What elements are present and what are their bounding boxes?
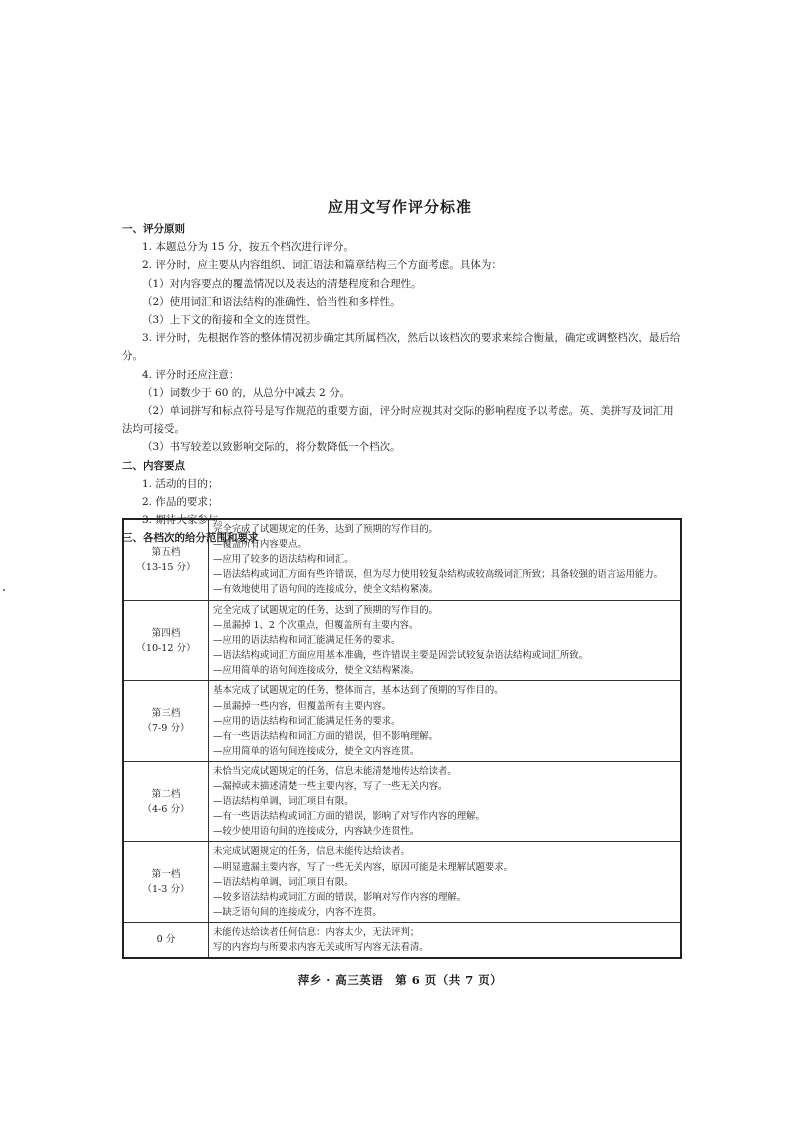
paragraph: （2）单词拼写和标点符号是写作规范的重要方面，评分时应视其对交际的影响程度予以考虑。英、美拼写及词汇用法均可接受。 bbox=[122, 405, 674, 436]
table-row bbox=[123, 761, 681, 841]
grade-description-cell: 未完成试题规定的任务，信息未能传达给读者。 —明显遗漏主要内容，写了一些无关内容，原因可能是未理解试题要求。 —语法结构单调，词汇项目有限。 —较多语法结构或词汇方面的错误，影响对写作内容的理解。 —缺乏语句间的连接成分，内容不连贯。 bbox=[209, 842, 682, 922]
table-row bbox=[123, 601, 681, 681]
grade-level-cell: 第二档 （4-6 分） bbox=[123, 761, 209, 841]
paragraph: （1）词数少于 60 的，从总分中减去 2 分。 bbox=[142, 386, 351, 399]
grade-level-cell: 第四档 （10-12 分） bbox=[123, 601, 209, 681]
paragraph: （3）上下文的衔接和全文的连贯性。 bbox=[142, 314, 317, 327]
section-heading-principles: 一、评分原则 bbox=[122, 223, 185, 235]
grade-level-cell: 第一档 （1-3 分） bbox=[123, 842, 209, 922]
paragraph: 1. 本题总分为 15 分，按五个档次进行评分。 bbox=[142, 241, 354, 254]
grade-description-cell: 完全完成了试题规定的任务，达到了预期的写作目的。 —覆盖所有内容要点。 —应用了较多的语法结构和词汇。 —语法结构或词汇方面有些许错误，但为尽力使用较复杂结构或较高级词汇所致；具备较强的语言运用能力。 —有效地使用了语句间的连接成分，使全文结构紧凑。 bbox=[209, 519, 682, 601]
grade-description-cell: 未恰当完成试题规定的任务，信息未能清楚地传达给读者。 —漏掉或未描述清楚一些主要内容，写了一些无关内容。 —语法结构单调，词汇项目有限。 —有一些语法结构或词汇方面的错误，影响了对写作内容的理解。 —较少使用语句间的连接成分，内容缺少连贯性。 bbox=[209, 761, 682, 841]
scan-speck bbox=[3, 589, 5, 591]
grading-table bbox=[122, 518, 682, 959]
section-heading-key-points: 二、内容要点 bbox=[122, 459, 185, 472]
page-footer: 萍乡 · 高三英语 第 6 页（共 7 页） bbox=[297, 973, 503, 987]
page-title: 应用文写作评分标准 bbox=[327, 198, 472, 216]
paragraph: 3. 评分时，先根据作答的整体情况初步确定其所属档次，然后以该档次的要求来综合衡量，确定或调整档次，最后给分。 bbox=[122, 332, 681, 363]
grade-description-cell: 完全完成了试题规定的任务，达到了预期的写作目的。 —虽漏掉 1、2 个次重点，但覆盖所有主要内容。 —应用的语法结构和词汇能满足任务的要求。 —语法结构或词汇方面应用基本准确，些许错误主要是因尝试较复杂语法结构或词汇所致。 —应用简单的语句间连接成分，使全文结构紧凑。 bbox=[209, 601, 682, 681]
paragraph: （2）使用词汇和语法结构的准确性、恰当性和多样性。 bbox=[142, 295, 401, 308]
grade-level-cell: 第五档 （13-15 分） bbox=[123, 519, 209, 601]
table-row bbox=[123, 922, 681, 958]
list-item: 3. 期待大家参与。 bbox=[142, 514, 229, 527]
list-item: 1. 活动的目的； bbox=[142, 477, 219, 490]
paragraph: （1）对内容要点的覆盖情况以及表达的清楚程度和合理性。 bbox=[142, 277, 422, 290]
grade-description-cell: 未能传达给读者任何信息：内容太少，无法评判； 写的内容均与所要求内容无关或所写内容无法看清。 bbox=[209, 922, 682, 958]
section-heading-grade-levels: 三、各档次的给分范围和要求 bbox=[122, 532, 259, 545]
table-row bbox=[123, 681, 681, 761]
paragraph: 4. 评分时还应注意： bbox=[142, 368, 240, 381]
list-item: 2. 作品的要求； bbox=[142, 496, 219, 509]
grade-level-cell: 第三档 （7-9 分） bbox=[123, 681, 209, 761]
grade-description-cell: 基本完成了试题规定的任务，整体而言，基本达到了预期的写作目的。 —虽漏掉一些内容，但覆盖所有主要内容。 —应用的语法结构和词汇能满足任务的要求。 —有一些语法结构和词汇方面的错误，但不影响理解。 —应用简单的语句间连接成分，使全文内容连贯。 bbox=[209, 681, 682, 761]
paragraph: 2. 评分时，应主要从内容组织、词汇语法和篇章结构三个方面考虑。具体为： bbox=[142, 259, 502, 272]
table-row bbox=[123, 519, 681, 601]
scoring-text bbox=[122, 220, 682, 548]
grade-level-cell: 0 分 bbox=[123, 922, 209, 958]
paragraph: （3）书写较差以致影响交际的，将分数降低一个档次。 bbox=[142, 441, 401, 454]
table-row bbox=[123, 842, 681, 922]
